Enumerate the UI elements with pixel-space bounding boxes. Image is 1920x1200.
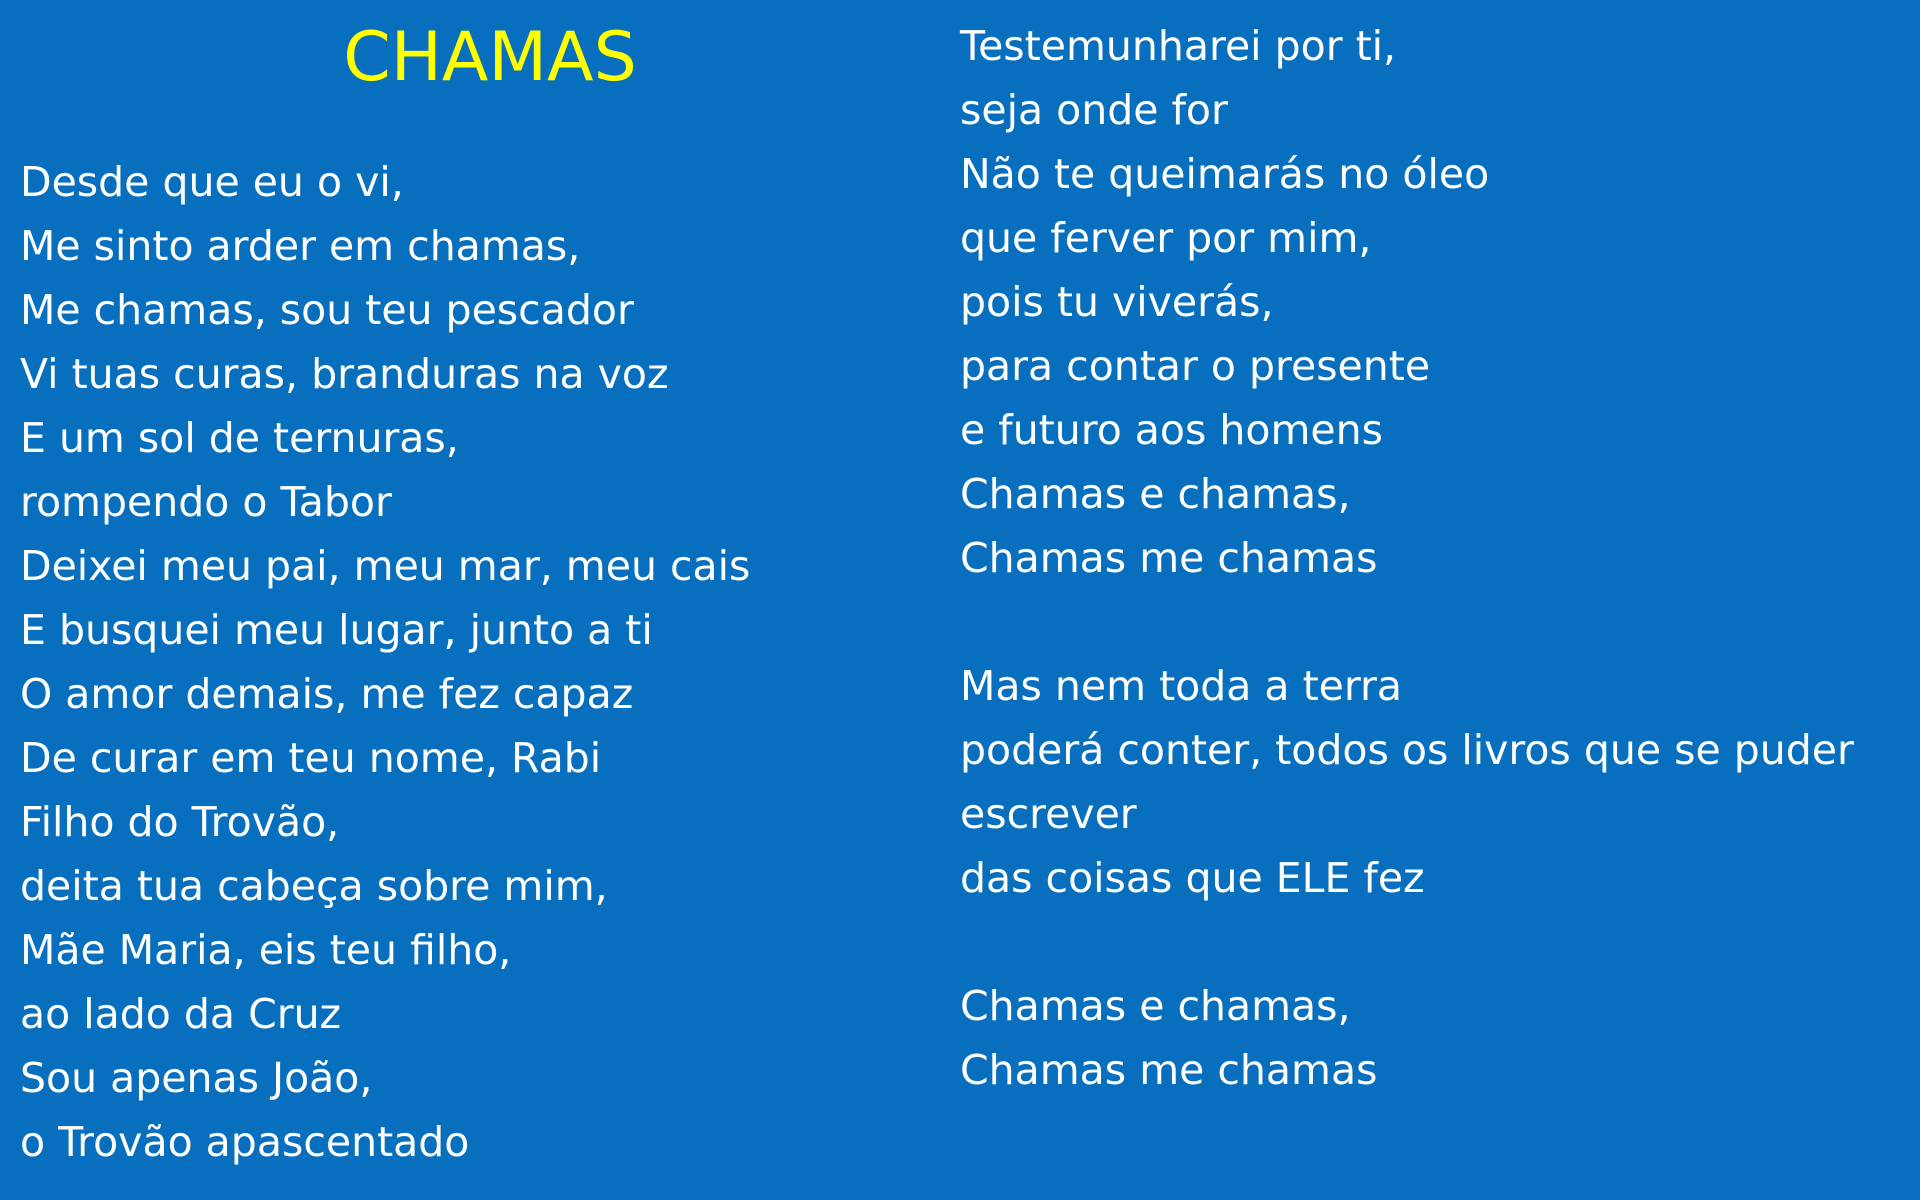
lyrics-left-column	[20, 150, 940, 1174]
lyric-line: Chamas e chamas,	[960, 982, 1351, 1030]
lyric-line: O amor demais, me fez capaz	[20, 670, 634, 718]
lyric-line: pois tu viverás,	[960, 278, 1274, 326]
stanza-break	[960, 910, 1910, 974]
lyric-line: rompendo o Tabor	[20, 478, 392, 526]
lyric-line: Testemunharei por ti,	[960, 22, 1397, 70]
slide-title: CHAMAS	[343, 18, 637, 97]
lyric-line: seja onde for	[960, 86, 1228, 134]
lyric-line: Sou apenas João,	[20, 1054, 373, 1102]
lyric-line: das coisas que ELE fez	[960, 854, 1425, 902]
lyric-line: Filho do Trovão,	[20, 798, 340, 846]
lyric-line: ao lado da Cruz	[20, 990, 342, 1038]
lyric-line: E um sol de ternuras,	[20, 414, 459, 462]
lyric-line: Me sinto arder em chamas,	[20, 222, 581, 270]
lyric-line: Chamas e chamas,	[960, 470, 1351, 518]
lyric-line: poderá conter, todos os livros que se puder	[960, 726, 1854, 774]
lyric-line: Me chamas, sou teu pescador	[20, 286, 634, 334]
lyric-line: que ferver por mim,	[960, 214, 1372, 262]
stanza-break	[960, 590, 1910, 654]
lyric-line: Não te queimarás no óleo	[960, 150, 1490, 198]
lyric-line: Desde que eu o vi,	[20, 158, 404, 206]
lyric-line: De curar em teu nome, Rabi	[20, 734, 602, 782]
lyric-line: Chamas me chamas	[960, 1046, 1378, 1094]
lyric-line: escrever	[960, 790, 1137, 838]
lyric-line: Deixei meu pai, meu mar, meu cais	[20, 542, 751, 590]
lyric-line: deita tua cabeça sobre mim,	[20, 862, 608, 910]
lyric-line: para contar o presente	[960, 342, 1431, 390]
lyric-line: o Trovão apascentado	[20, 1118, 470, 1166]
lyrics-right-column	[960, 14, 1910, 1102]
lyric-line: Chamas me chamas	[960, 534, 1378, 582]
lyric-line: Vi tuas curas, branduras na voz	[20, 350, 669, 398]
lyric-line: e futuro aos homens	[960, 406, 1383, 454]
lyric-line: Mas nem toda a terra	[960, 662, 1402, 710]
lyric-line: E busquei meu lugar, junto a ti	[20, 606, 653, 654]
lyric-line: Mãe Maria, eis teu filho,	[20, 926, 512, 974]
